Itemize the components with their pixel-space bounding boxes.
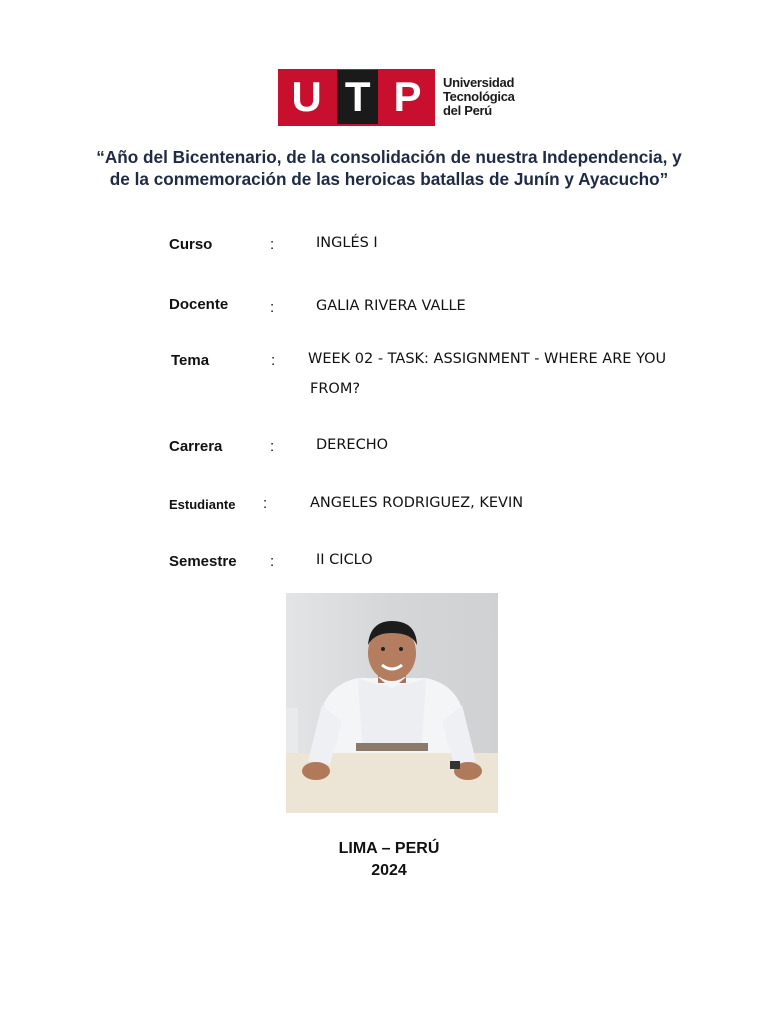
tema-label: Tema bbox=[171, 352, 210, 369]
logo-letter-t: T bbox=[337, 70, 379, 124]
docente-value: GALIA RIVERA VALLE bbox=[316, 298, 466, 314]
curso-label: Curso bbox=[169, 236, 213, 253]
logo-text-line3: del Perú bbox=[443, 103, 492, 118]
logo-text-line2: Tecnológica bbox=[443, 89, 515, 104]
docente-colon: : bbox=[270, 299, 275, 316]
field-estudiante bbox=[0, 494, 768, 524]
title-line1: “Año del Bicentenario, de la consolidación de nuestra Independencia, y bbox=[96, 147, 682, 167]
estudiante-value: ANGELES RODRIGUEZ, KEVIN bbox=[310, 495, 524, 511]
tema-value-line1: WEEK 02 - TASK: ASSIGNMENT - WHERE ARE YOU bbox=[308, 351, 667, 367]
carrera-colon: : bbox=[270, 438, 275, 455]
curso-colon: : bbox=[270, 236, 275, 253]
field-tema bbox=[0, 351, 768, 407]
semestre-colon: : bbox=[270, 553, 275, 570]
title-line2: de la conmemoración de las heroicas batallas de Junín y Ayacucho” bbox=[109, 169, 669, 189]
field-docente bbox=[0, 295, 768, 325]
logo-text-line1: Universidad bbox=[443, 75, 515, 90]
field-carrera bbox=[0, 436, 768, 466]
estudiante-colon: : bbox=[263, 495, 268, 512]
tema-value-line2: FROM? bbox=[310, 381, 361, 397]
curso-value: INGLÉS I bbox=[316, 235, 378, 251]
footer-city: LIMA – PERÚ bbox=[338, 840, 440, 857]
footer-year: 2024 bbox=[371, 862, 407, 879]
logo-wordmark bbox=[443, 76, 515, 118]
estudiante-label: Estudiante bbox=[169, 497, 236, 512]
field-curso bbox=[0, 234, 768, 264]
docente-label: Docente bbox=[169, 296, 229, 313]
logo-letter-p: P bbox=[393, 73, 422, 120]
carrera-value: DERECHO bbox=[316, 437, 389, 453]
semestre-value: II CICLO bbox=[316, 552, 373, 568]
semestre-label: Semestre bbox=[169, 553, 237, 570]
tema-colon: : bbox=[271, 352, 276, 369]
carrera-label: Carrera bbox=[169, 438, 223, 455]
utp-logo bbox=[278, 68, 518, 126]
field-semestre bbox=[0, 552, 768, 582]
document-title bbox=[40, 146, 738, 190]
logo-letter-u: U bbox=[291, 73, 322, 120]
logo-mark bbox=[278, 69, 435, 126]
student-photo bbox=[286, 593, 498, 813]
